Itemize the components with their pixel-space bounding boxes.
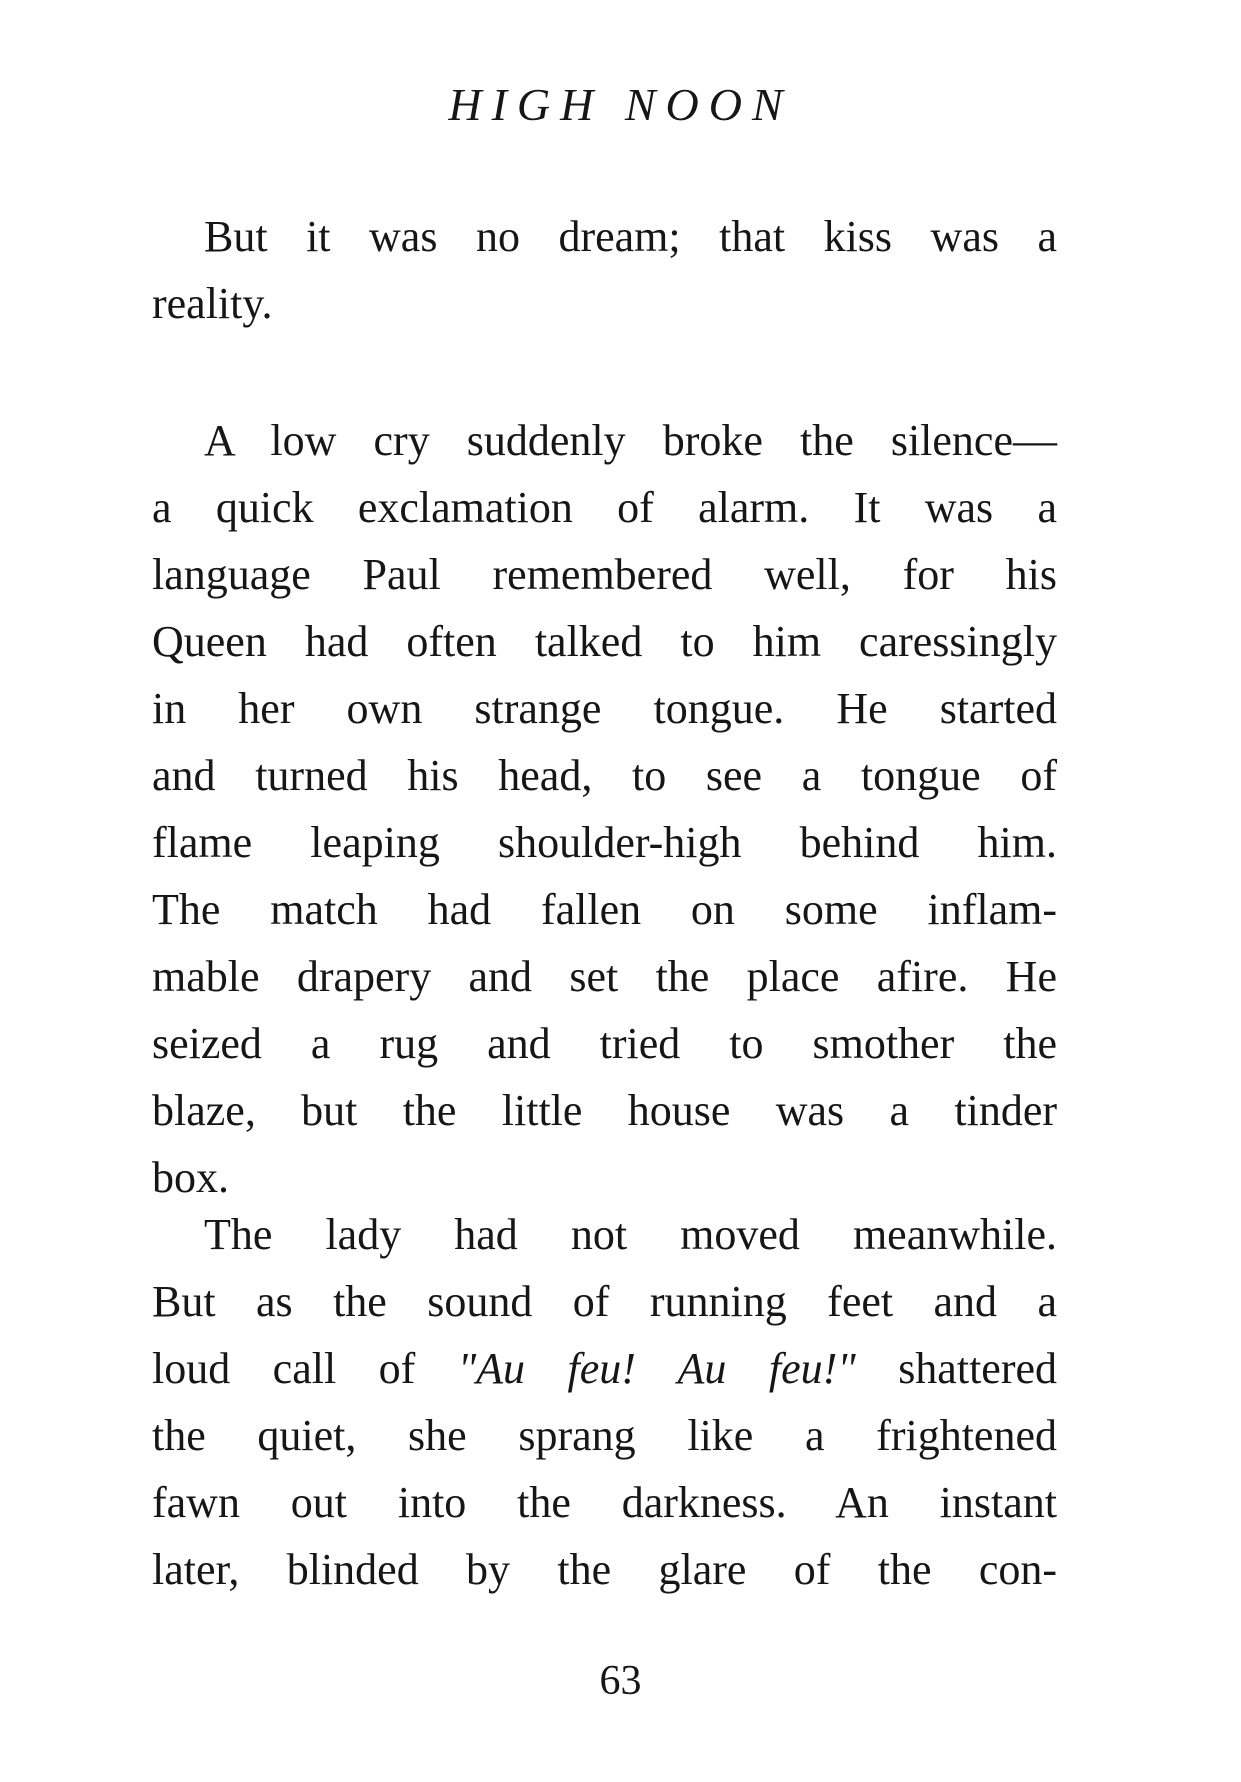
paragraph-line-mixed bbox=[152, 1335, 1057, 1402]
line-segment: shattered bbox=[898, 1344, 1057, 1393]
paragraph-line: blaze, but the little house was a tinder bbox=[152, 1086, 1057, 1135]
paragraph-line: the quiet, she sprang like a frightened bbox=[152, 1411, 1057, 1460]
paragraph-line: But it was no dream; that kiss was a bbox=[204, 212, 1057, 261]
paragraph-line: The match had fallen on some inflam- bbox=[152, 885, 1057, 934]
paragraph-line: Queen had often talked to him caressingly bbox=[152, 617, 1057, 666]
paragraph-line: But as the sound of running feet and a bbox=[152, 1277, 1057, 1326]
page-number: 63 bbox=[599, 1658, 642, 1704]
paragraph-line: reality. bbox=[152, 279, 273, 328]
paragraph-line: later, blinded by the glare of the con- bbox=[152, 1545, 1057, 1594]
line-segment: loud call of bbox=[152, 1344, 416, 1393]
paragraph-line: and turned his head, to see a tongue of bbox=[152, 751, 1057, 800]
paragraph-line: fawn out into the darkness. An instant bbox=[152, 1478, 1057, 1527]
italic-phrase: "Au feu! Au feu!" bbox=[457, 1344, 856, 1393]
paragraph-line: A low cry suddenly broke the silence— bbox=[204, 416, 1057, 465]
running-head: HIGH NOON bbox=[448, 79, 793, 130]
paragraph-line: language Paul remembered well, for his bbox=[152, 550, 1057, 599]
paragraph-2 bbox=[152, 407, 1057, 1211]
paragraph-line: box. bbox=[152, 1153, 229, 1202]
paragraph-line: flame leaping shoulder-high behind him. bbox=[152, 818, 1057, 867]
paragraph-3 bbox=[152, 1201, 1057, 1603]
paragraph-1 bbox=[152, 203, 1057, 337]
paragraph-line: seized a rug and tried to smother the bbox=[152, 1019, 1057, 1068]
paragraph-line: The lady had not moved meanwhile. bbox=[204, 1210, 1057, 1259]
paragraph-line: in her own strange tongue. He started bbox=[152, 684, 1057, 733]
paragraph-line: mable drapery and set the place afire. He bbox=[152, 952, 1057, 1001]
paragraph-line: a quick exclamation of alarm. It was a bbox=[152, 483, 1057, 532]
